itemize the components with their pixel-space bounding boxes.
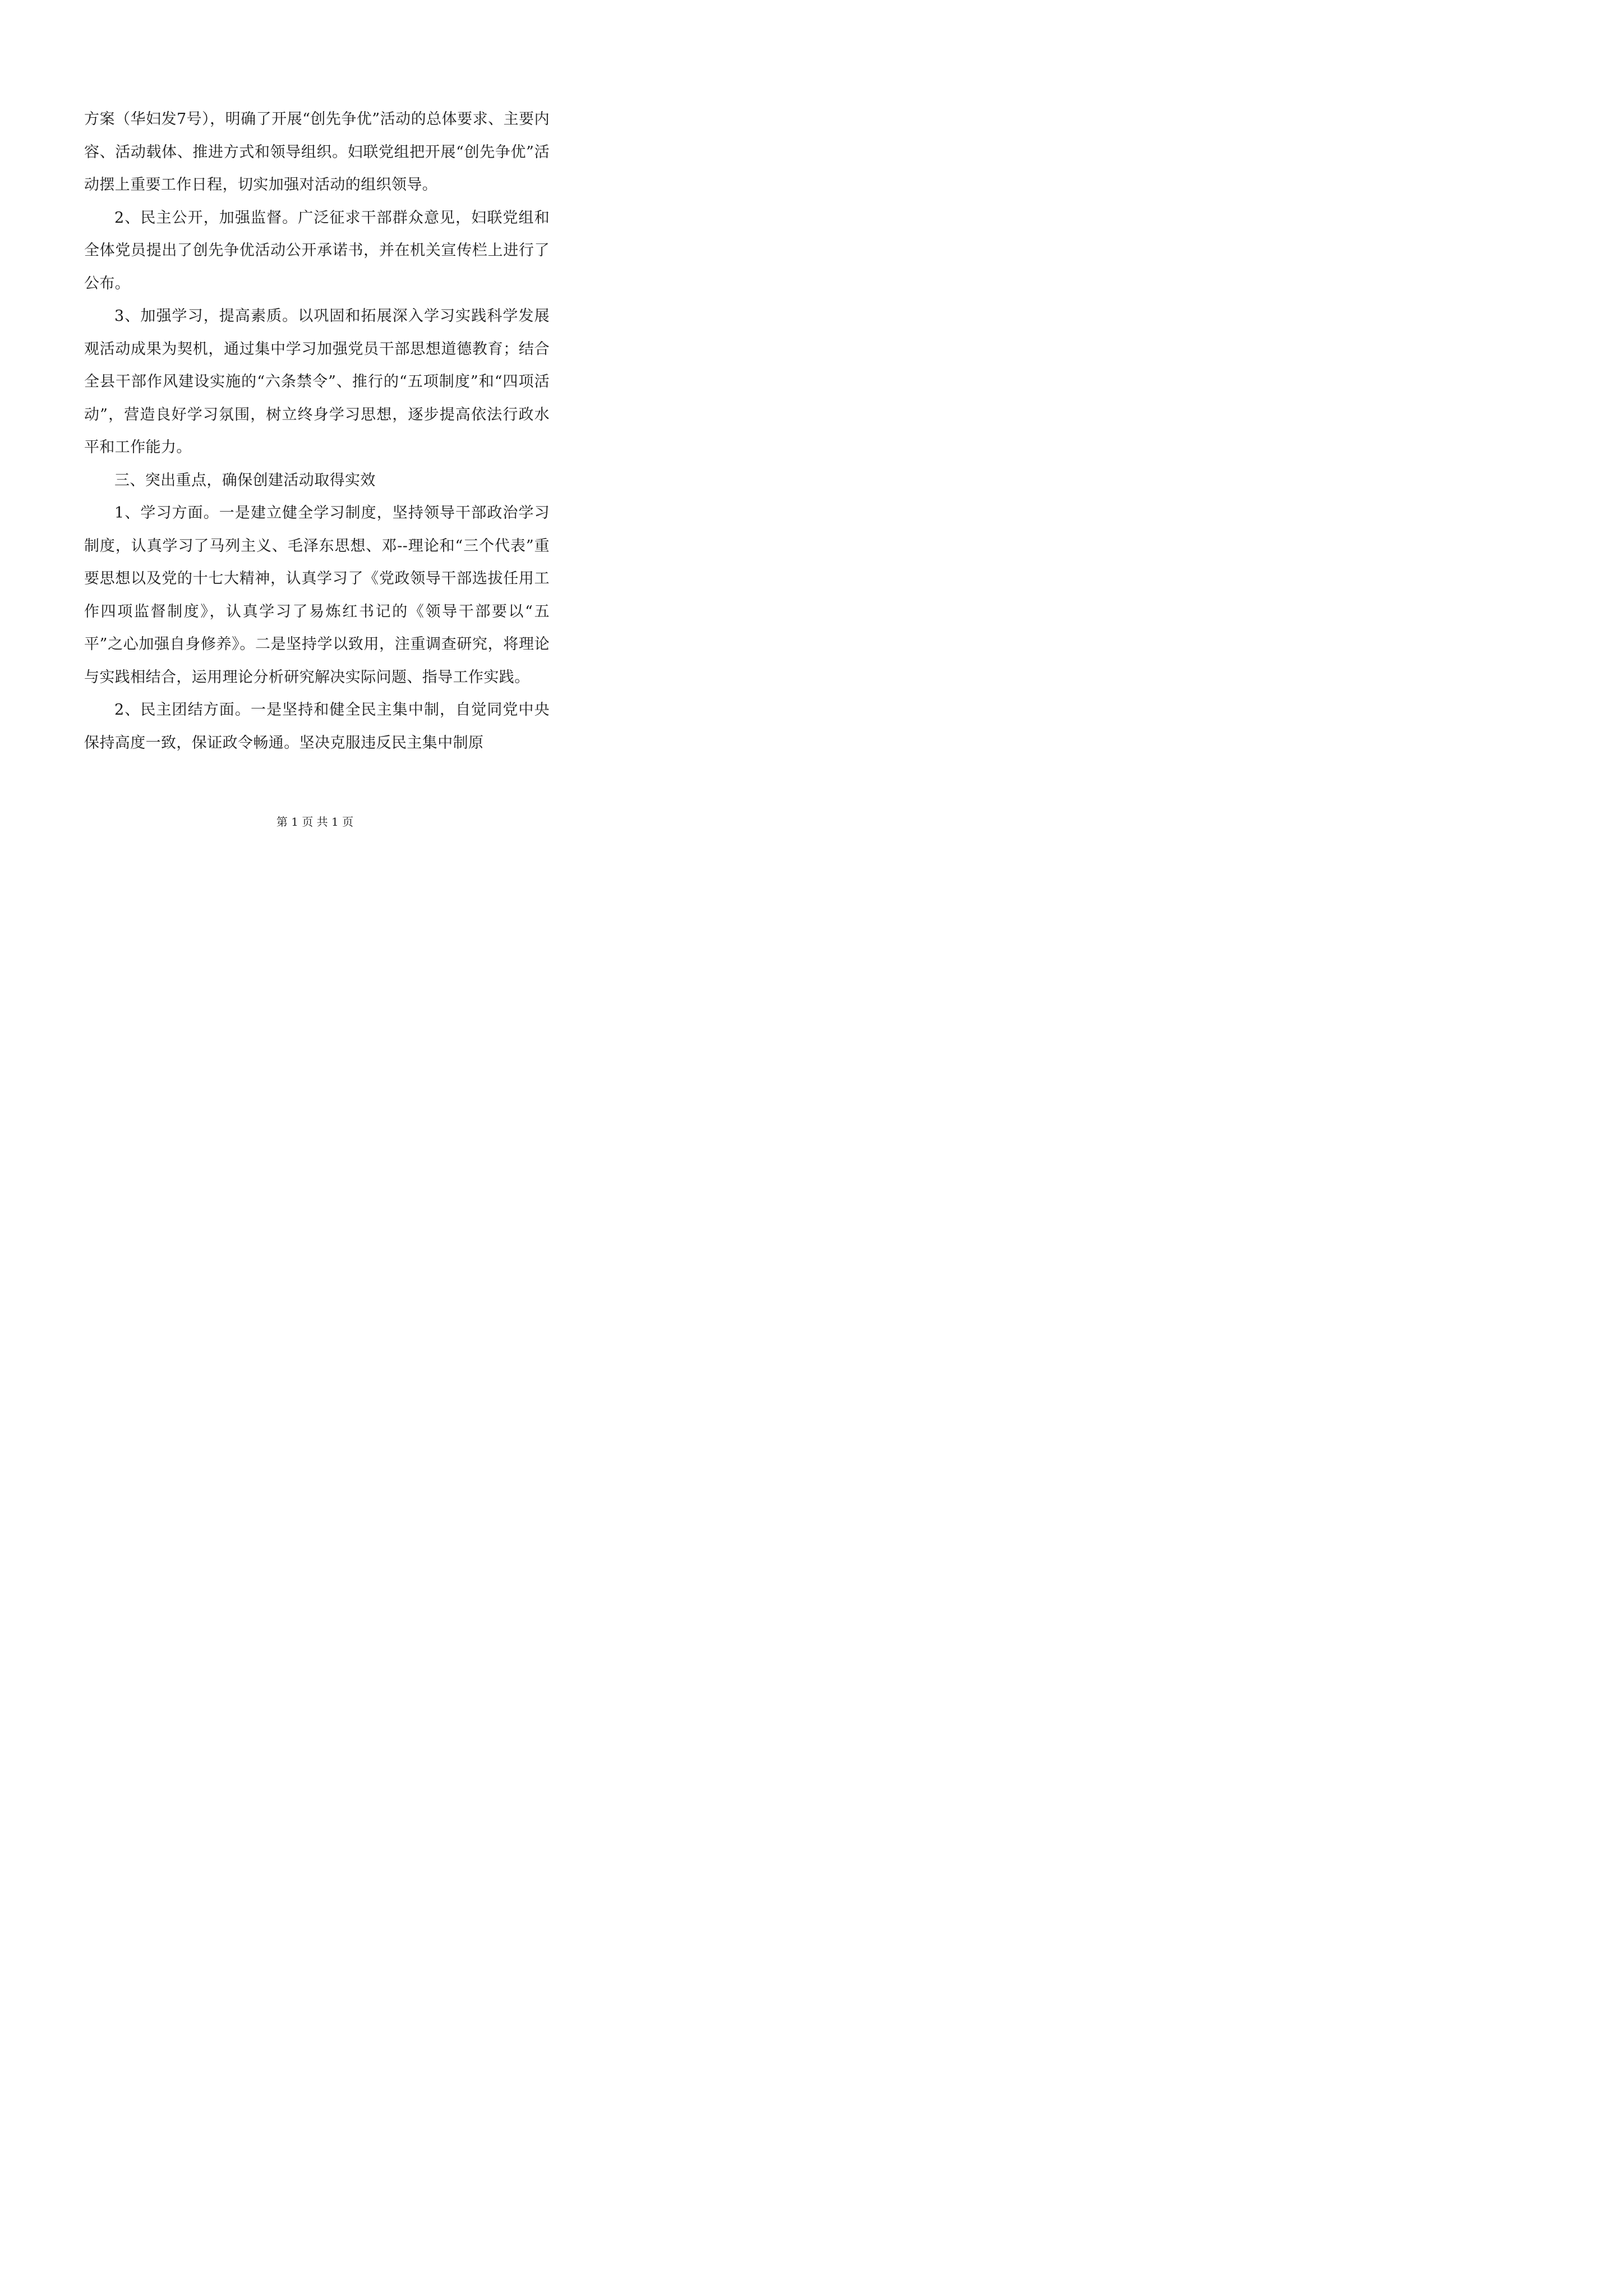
page-footer: 第 1 页 共 1 页: [276, 815, 354, 829]
section-heading-3: 三、突出重点，确保创建活动取得实效: [114, 471, 376, 489]
document-body: [84, 103, 550, 760]
paragraph-item-3: 3、加强学习，提高素质。以巩固和拓展深入学习实践科学发展观活动成果为契机，通过集中学习加强党员干部思想道德教育；结合全县干部作风建设实施的“六条禁令”、推行的“五项制度”和“四项活动”，营造良好学习氛围，树立终身学习思想，逐步提高依法行政水平和工作能力。: [84, 307, 550, 456]
document-page: [0, 0, 630, 890]
paragraph-learning: 1、学习方面。一是建立健全学习制度，坚持领导干部政治学习制度，认真学习了马列主义、毛泽东思想、邓--理论和“三个代表”重要思想以及党的十七大精神，认真学习了《党政领导干部选拔任用工作四项监督制度》，认真学习了易炼红书记的《领导干部要以“五平”之心加强自身修养》。二是坚持学以致用，注重调查研究，将理论与实践相结合，运用理论分析研究解决实际问题、指导工作实践。: [84, 504, 550, 686]
paragraph-continuation: 方案（华妇发7号），明确了开展“创先争优”活动的总体要求、主要内容、活动载体、推进方式和领导组织。妇联党组把开展“创先争优”活动摆上重要工作日程，切实加强对活动的组织领导。: [84, 111, 550, 194]
paragraph-democracy: 2、民主团结方面。一是坚持和健全民主集中制，自觉同党中央保持高度一致，保证政令畅通。坚决克服违反民主集中制原: [84, 701, 550, 752]
paragraph-item-2: 2、民主公开，加强监督。广泛征求干部群众意见，妇联党组和全体党员提出了创先争优活动公开承诺书，并在机关宣传栏上进行了公布。: [84, 209, 550, 292]
